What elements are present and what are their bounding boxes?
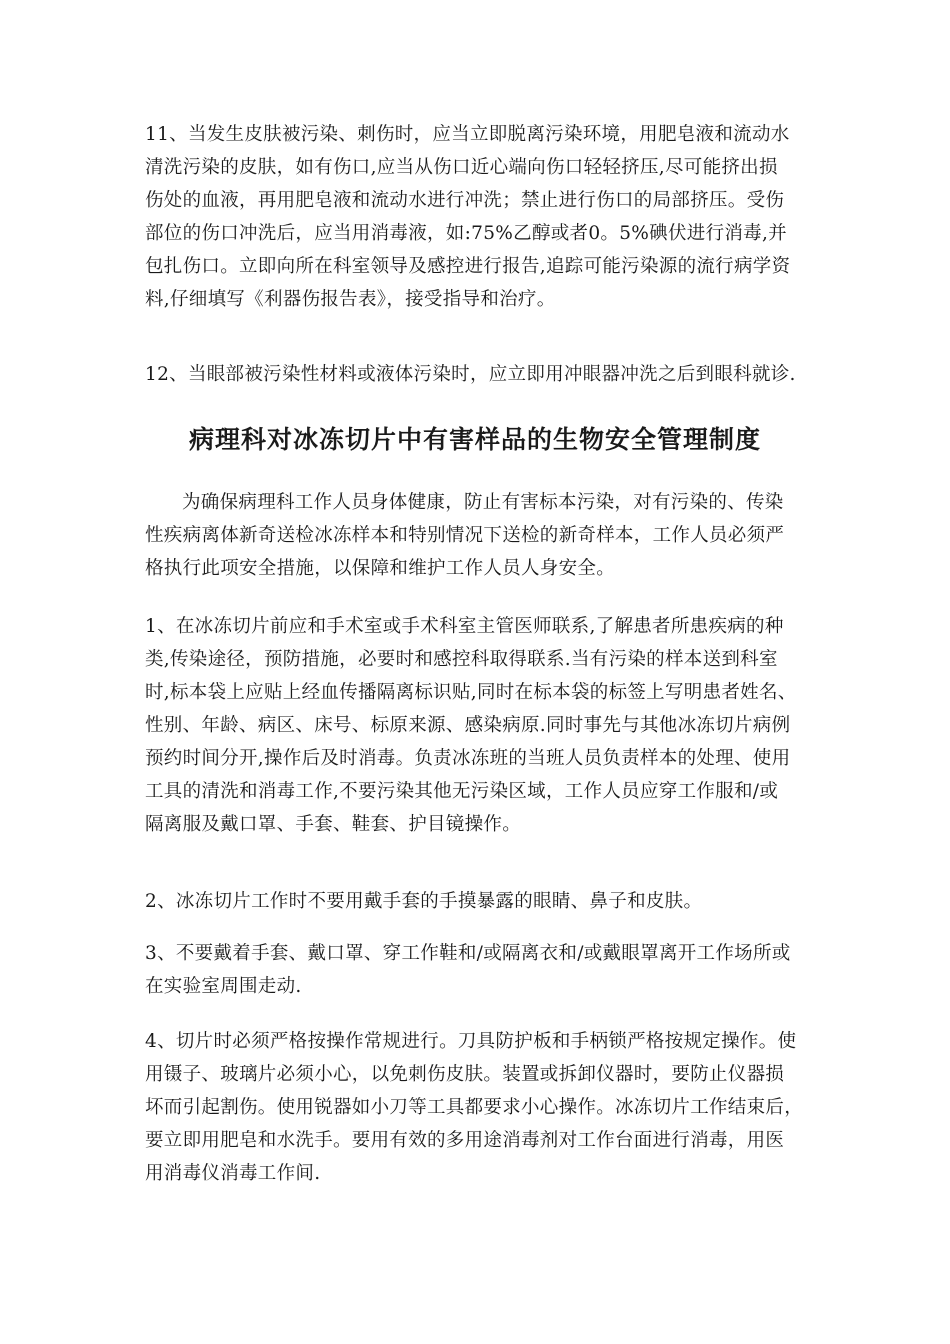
text-line: 3、不要戴着手套、戴口罩、穿工作鞋和/或隔离衣和/或戴眼罩离开工作场所或 <box>145 943 791 964</box>
text-line: 性别、年龄、病区、床号、标原来源、感染病原.同时事先与其他冰冻切片病例 <box>145 715 791 736</box>
document-title: 病理科对冰冻切片中有害样品的生物安全管理制度 <box>188 425 761 454</box>
text-line: 隔离服及戴口罩、手套、鞋套、护目镜操作。 <box>145 814 522 835</box>
text-line: 1、在冰冻切片前应和手术室或手术科室主管医师联系,了解患者所患疾病的种 <box>145 616 784 637</box>
text-line: 用镊子、玻璃片必须小心，以免刺伤皮肤。装置或拆卸仪器时，要防止仪器损 <box>145 1064 785 1085</box>
text-line: 清洗污染的皮肤，如有伤口,应当从伤口近心端向伤口轻轻挤压,尽可能挤出损 <box>145 157 778 178</box>
text-line: 坏而引起割伤。使用锐器如小刀等工具都要求小心操作。冰冻切片工作结束后， <box>145 1097 804 1118</box>
text-line: 料,仔细填写《利器伤报告表》，接受指导和治疗。 <box>145 289 556 310</box>
text-line: 4、切片时必须严格按操作常规进行。刀具防护板和手柄锁严格按规定操作。使 <box>145 1031 797 1052</box>
text-line: 11、当发生皮肤被污染、刺伤时，应当立即脱离污染环境，用肥皂液和流动水 <box>145 124 790 145</box>
text-line: 为确保病理科工作人员身体健康，防止有害标本污染，对有污染的、传染 <box>182 492 784 513</box>
text-line: 2、冰冻切片工作时不要用戴手套的手摸暴露的眼睛、鼻子和皮肤。 <box>145 891 703 912</box>
paragraph-item-1 <box>145 610 817 841</box>
paragraph-item-4 <box>145 1025 817 1190</box>
text-line: 格执行此项安全措施，以保障和维护工作人员人身安全。 <box>145 558 616 579</box>
text-line: 性疾病离体新奇送检冰冻样本和特别情况下送检的新奇样本，工作人员必须严 <box>145 525 785 546</box>
text-line: 部位的伤口冲洗后，应当用消毒液，如:75%乙醇或者0。5%碘伏进行消毒,并 <box>145 223 787 244</box>
intro-paragraph <box>145 486 817 585</box>
text-line: 伤处的血液，再用肥皂液和流动水进行冲洗；禁止进行伤口的局部挤压。受伤 <box>145 190 785 211</box>
text-line: 要立即用肥皂和水洗手。要用有效的多用途消毒剂对工作台面进行消毒，用医 <box>145 1130 785 1151</box>
paragraph-item-2 <box>145 885 817 918</box>
paragraph-item-3 <box>145 937 817 1003</box>
text-line: 12、当眼部被污染性材料或液体污染时，应立即用冲眼器冲洗之后到眼科就诊. <box>145 364 796 385</box>
text-line: 包扎伤口。立即向所在科室领导及感控进行报告,追踪可能污染源的流行病学资 <box>145 256 791 277</box>
text-line: 在实验室周围走动. <box>145 976 302 997</box>
paragraph-item-12 <box>145 358 817 391</box>
text-line: 预约时间分开,操作后及时消毒。负责冰冻班的当班人员负责样本的处理、使用 <box>145 748 791 769</box>
text-line: 用消毒仪消毒工作间. <box>145 1163 321 1184</box>
paragraph-item-11 <box>145 118 817 316</box>
text-line: 工具的清洗和消毒工作,不要污染其他无污染区域，工作人员应穿工作服和/或 <box>145 781 779 802</box>
text-line: 时,标本袋上应贴上经血传播隔离标识贴,同时在标本袋的标签上写明患者姓名、 <box>145 682 797 703</box>
text-line: 类,传染途径，预防措施，必要时和感控科取得联系.当有污染的样本送到科室 <box>145 649 778 670</box>
